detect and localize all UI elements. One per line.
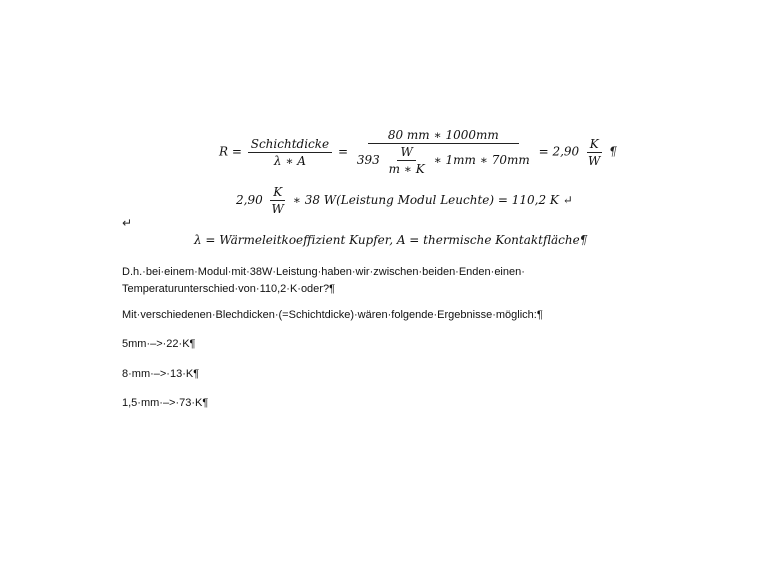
eq2-line-break-mark: ↵ xyxy=(562,193,573,207)
paragraph-line: D.h.·bei·einem·Modul·mit·38W·Leistung·haben·wir·zwischen·beiden·Enden·einen· xyxy=(122,266,525,278)
eq1-frac2-numerator: 80 mm ∗ 1000mm xyxy=(368,128,519,144)
paragraph-line: Mit·verschiedenen·Blechdicken·(=Schichtdicke)·wären·folgende·Ergebnisse·möglich:¶ xyxy=(122,309,543,321)
eq3-text: λ = Wärmeleitkoeffizient Kupfer, A = thermische Kontaktfläche xyxy=(194,233,580,247)
eq1-unit-denominator: W xyxy=(588,153,601,168)
eq1-fraction-1 xyxy=(248,137,332,168)
paragraph-line: 5mm·–>·22·K¶ xyxy=(122,338,196,350)
result-item-8mm xyxy=(122,366,199,383)
paragraph-question xyxy=(122,264,525,298)
eq1-inner-numerator: W xyxy=(397,145,415,161)
eq1-equals: = xyxy=(337,144,349,159)
line-break-mark: ↵ xyxy=(122,216,133,230)
eq2-post: ∗ 38 W(Leistung Modul Leuchte) = 110,2 K xyxy=(292,193,559,207)
eq1-result: = 2,90 xyxy=(538,144,580,159)
paragraph-thickness-intro xyxy=(122,307,543,324)
equation-temperature xyxy=(236,185,573,216)
paragraph-line: Temperaturunterschied·von·110,2·K·oder?¶ xyxy=(122,283,335,295)
eq1-fraction-2 xyxy=(354,128,533,176)
paragraph-line: 1,5·mm·–>·73·K¶ xyxy=(122,397,209,409)
eq2-unit-numerator: K xyxy=(270,185,285,201)
eq2-pre: 2,90 xyxy=(236,193,263,207)
equation-resistance xyxy=(219,128,617,176)
eq1-frac2-denominator xyxy=(354,144,533,176)
eq1-unit-numerator: K xyxy=(587,137,602,153)
eq1-inner-denominator: m ∗ K xyxy=(388,162,425,176)
eq2-unit-fraction xyxy=(269,185,287,216)
eq3-paragraph-mark: ¶ xyxy=(579,233,588,247)
result-item-1-5mm xyxy=(122,395,208,412)
eq1-paragraph-mark: ¶ xyxy=(609,144,617,159)
eq1-frac2-den-post: ∗ 1mm ∗ 70mm xyxy=(433,153,530,167)
eq2-unit-denominator: W xyxy=(271,202,284,216)
paragraph-line: 8·mm·–>·13·K¶ xyxy=(122,368,200,380)
eq1-frac1-numerator: Schichtdicke xyxy=(248,137,332,153)
eq1-lhs: R = xyxy=(219,144,242,159)
equation-definitions xyxy=(194,233,587,247)
eq1-unit-fraction xyxy=(585,137,603,168)
eq1-frac1-denominator: λ ∗ A xyxy=(273,153,306,168)
eq1-frac2-inner-fraction xyxy=(386,145,428,176)
eq1-frac2-den-pre: 393 xyxy=(356,153,380,167)
result-item-5mm xyxy=(122,336,195,353)
